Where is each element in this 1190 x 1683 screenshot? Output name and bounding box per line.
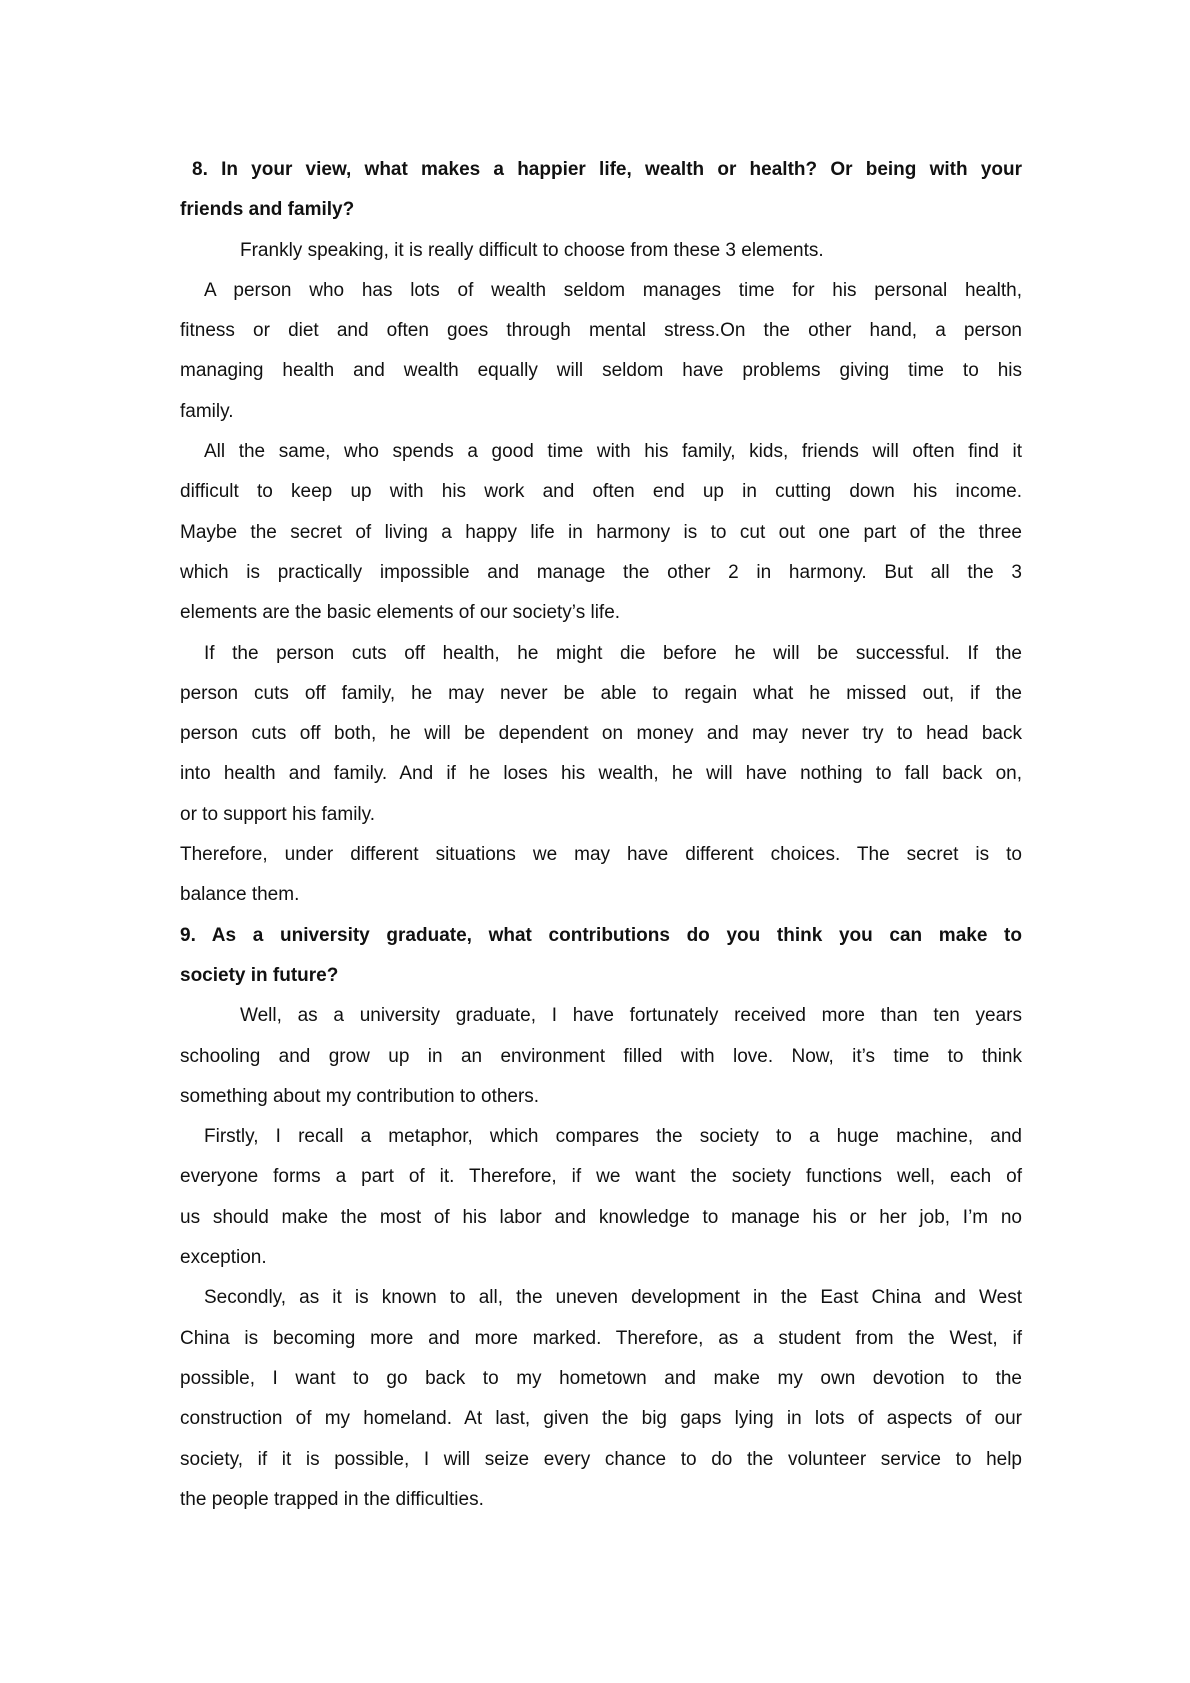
- text-line: Secondly, as it is known to all, the uneven development in the East China and West: [204, 1287, 1022, 1309]
- text-line: elements are the basic elements of our society’s life.: [180, 602, 621, 624]
- text-line: person cuts off family, he may never be able to regain what he missed out, if the: [180, 682, 1022, 704]
- text-line: If the person cuts off health, he might die before he will be successful. If the: [204, 642, 1022, 664]
- text-line: something about my contribution to others.: [180, 1085, 540, 1107]
- paragraph: [180, 1117, 1022, 1278]
- paragraph: [180, 835, 1022, 916]
- text-line: possible, I want to go back to my hometown and make my own devotion to the: [180, 1367, 1022, 1389]
- text-line: exception.: [180, 1247, 267, 1269]
- text-line: family.: [180, 400, 234, 422]
- paragraph: [180, 634, 1022, 835]
- text-line: Frankly speaking, it is really difficult to choose from these 3 elements.: [240, 239, 824, 261]
- question-heading: [180, 916, 1022, 997]
- text-line: society, if it is possible, I will seize every chance to do the volunteer service to help: [180, 1448, 1022, 1470]
- text-line: into health and family. And if he loses his wealth, he will have nothing to fall back on,: [180, 763, 1022, 785]
- text-line: difficult to keep up with his work and often end up in cutting down his income.: [180, 481, 1022, 503]
- text-line: friends and family?: [180, 199, 355, 221]
- text-line: China is becoming more and more marked. Therefore, as a student from the West, if: [180, 1327, 1022, 1349]
- document-page: [180, 150, 1022, 1520]
- paragraph: [180, 231, 1022, 271]
- text-line: 9. As a university graduate, what contributions do you think you can make to: [180, 924, 1022, 946]
- text-line: All the same, who spends a good time with his family, kids, friends will often find it: [204, 441, 1022, 463]
- paragraph: [180, 1278, 1022, 1520]
- text-line: Well, as a university graduate, I have fortunately received more than ten years: [240, 1005, 1022, 1027]
- text-line: managing health and wealth equally will seldom have problems giving time to his: [180, 360, 1022, 382]
- text-line: A person who has lots of wealth seldom manages time for his personal health,: [204, 279, 1022, 301]
- text-line: fitness or diet and often goes through mental stress.On the other hand, a person: [180, 320, 1022, 342]
- paragraph: [180, 271, 1022, 432]
- text-line: Maybe the secret of living a happy life in harmony is to cut out one part of the three: [180, 521, 1022, 543]
- text-line: balance them.: [180, 884, 300, 906]
- paragraph: [180, 1037, 1022, 1118]
- paragraph: [180, 432, 1022, 633]
- paragraph: [180, 996, 1022, 1036]
- text-line: Firstly, I recall a metaphor, which compares the society to a huge machine, and: [204, 1126, 1022, 1148]
- text-line: or to support his family.: [180, 803, 376, 825]
- text-line: us should make the most of his labor and knowledge to manage his or her job, I’m no: [180, 1206, 1022, 1228]
- text-line: the people trapped in the difficulties.: [180, 1488, 484, 1510]
- text-line: schooling and grow up in an environment filled with love. Now, it’s time to think: [180, 1045, 1022, 1067]
- text-line: which is practically impossible and manage the other 2 in harmony. But all the 3: [180, 561, 1022, 583]
- text-line: construction of my homeland. At last, given the big gaps lying in lots of aspects of our: [180, 1408, 1022, 1430]
- text-line: person cuts off both, he will be dependent on money and may never try to head back: [180, 723, 1022, 745]
- text-line: 8. In your view, what makes a happier life, wealth or health? Or being with your: [192, 159, 1022, 180]
- text-line: Therefore, under different situations we may have different choices. The secret is to: [180, 844, 1022, 866]
- text-line: society in future?: [180, 964, 339, 986]
- text-line: everyone forms a part of it. Therefore, if we want the society functions well, each of: [180, 1166, 1022, 1188]
- question-heading: [180, 150, 1022, 231]
